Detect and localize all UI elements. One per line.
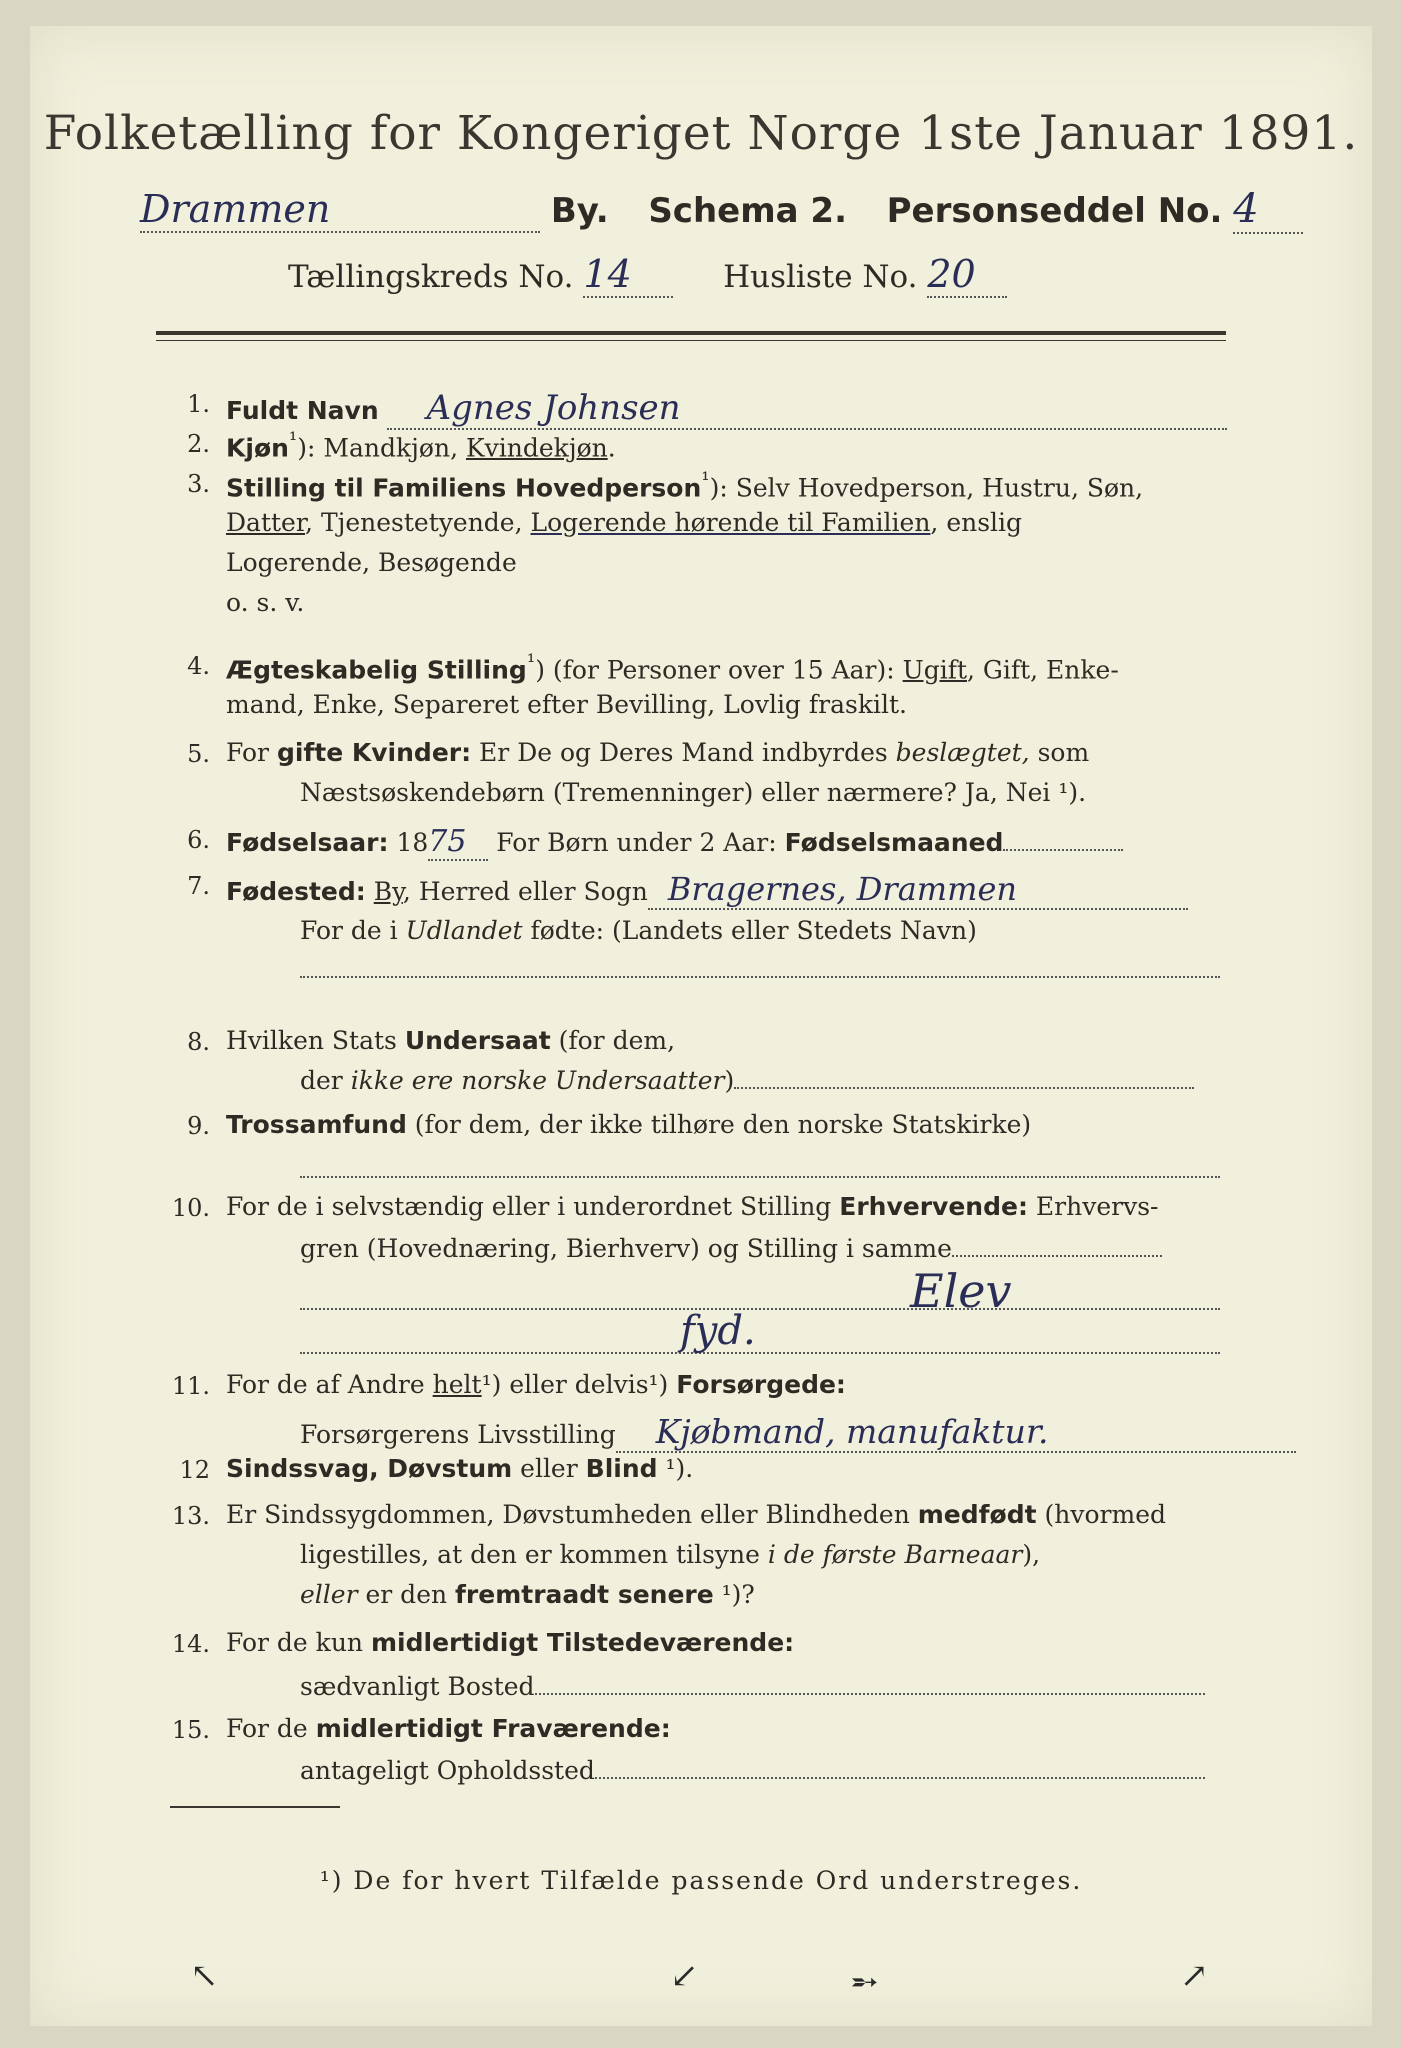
q11-line-2	[300, 1412, 1296, 1453]
header-line-2	[288, 252, 1007, 298]
q10-answer-fyd: fyd.	[680, 1308, 756, 1354]
corner-mark-left: ↖	[190, 1956, 219, 1996]
q7-italic: Udlandet	[405, 916, 523, 945]
q11-option-helt: helt	[432, 1370, 482, 1399]
q6-label-2: Fødselsmaaned	[784, 828, 1004, 857]
q11-line-2-text: Forsørgerens Livsstilling	[300, 1420, 616, 1449]
q10-label: Erhvervende:	[839, 1192, 1028, 1221]
q10-dotted-line-3	[300, 1352, 1220, 1354]
q3-sup: ¹	[701, 468, 710, 492]
q14-line-2-text: sædvanligt Bosted	[300, 1672, 535, 1701]
q4-line-1	[226, 650, 1119, 684]
header-rule-thick	[156, 331, 1226, 335]
q13-italic-eller: eller	[300, 1580, 358, 1609]
q4-option-ugift: Ugift	[902, 655, 967, 685]
census-form-sheet	[30, 26, 1372, 2026]
q14-line-2	[300, 1672, 1205, 1701]
q2-sup: ¹	[288, 428, 298, 452]
q8-line-1-b: (for dem,	[550, 1026, 676, 1055]
q6-row	[226, 824, 1123, 861]
q14-line-1	[226, 1628, 794, 1657]
q6-number: 6.	[187, 826, 210, 854]
q15-line-2	[300, 1756, 1205, 1785]
q3-line-2-text-a: , Tjenestetyende,	[305, 508, 531, 537]
q7-line-1-text: , Herred eller Sogn	[402, 877, 648, 906]
q12-row	[226, 1454, 693, 1483]
q7-line-2-a: For de i	[300, 916, 406, 945]
personseddel-label: Personseddel No.	[886, 191, 1223, 231]
q11-line-1	[226, 1370, 846, 1399]
corner-mark-right: ↗	[1180, 1956, 1209, 1996]
q11-line-1-a: For de af Andre	[226, 1370, 433, 1399]
q15-field	[595, 1777, 1205, 1779]
q9-number: 9.	[187, 1112, 210, 1140]
q8-line-2-a: der	[300, 1066, 351, 1095]
q14-label: midlertidigt Tilstedeværende:	[370, 1628, 795, 1657]
q1-answer: Agnes Johnsen	[387, 388, 1227, 430]
q3-number: 3.	[187, 470, 210, 498]
q12-label: Sindssvag, Døvstum	[226, 1454, 513, 1483]
q4-sup: ¹	[526, 650, 536, 674]
q8-label: Undersaat	[404, 1026, 551, 1055]
q13-label-2: fremtraadt senere	[455, 1580, 714, 1609]
header-line-1	[140, 186, 1303, 234]
q6-mid: For Børn under 2 Aar:	[488, 828, 785, 857]
q3-line-1	[226, 468, 1143, 502]
personseddel-number: 4	[1233, 186, 1303, 234]
q3-line-2	[226, 508, 1022, 537]
q8-italic: ikke ere norske Undersaatter	[350, 1066, 725, 1095]
schema-label: Schema 2.	[648, 191, 847, 231]
footnote: ¹) De for hvert Tilfælde passende Ord understreges.	[319, 1866, 1083, 1895]
q1-row	[226, 388, 1227, 430]
header-rule-thin	[156, 340, 1226, 341]
q8-number: 8.	[187, 1028, 210, 1056]
q6-label: Fødselsaar:	[226, 828, 389, 857]
q10-answer-elev: Elev	[910, 1264, 1012, 1318]
q10-line-2-text: gren (Hovednæring, Bierhverv) og Stilling i samme	[300, 1234, 952, 1263]
q13-line-3	[300, 1580, 755, 1609]
q5-line-1-end: som	[1029, 738, 1090, 767]
q1-number: 1.	[187, 390, 210, 418]
husliste-number: 20	[927, 252, 1007, 298]
q8-line-2	[300, 1066, 1194, 1095]
q11-line-1-b: ¹) eller delvis¹)	[481, 1370, 677, 1399]
q9-line-1	[226, 1110, 1031, 1139]
q13-line-2-b: ),	[1022, 1540, 1041, 1569]
q8-line-1	[226, 1026, 675, 1055]
q10-line-1-a: For de i selvstændig eller i underordnet Stilling	[226, 1192, 840, 1221]
q2-option-kvindekjon: Kvindekjøn	[465, 433, 608, 463]
q11-answer: Kjøbmand, manufaktur.	[616, 1412, 1296, 1453]
q2-number: 2.	[187, 430, 210, 458]
q4-line-1-text-b: , Gift, Enke-	[967, 655, 1119, 685]
footnote-rule	[170, 1806, 340, 1808]
q9-dotted-line	[300, 1176, 1220, 1178]
q3-option-datter: Datter	[226, 508, 306, 537]
q15-line-2-text: antageligt Opholdssted	[300, 1756, 595, 1785]
q8-field	[734, 1087, 1194, 1089]
q13-line-3-a: er den	[357, 1580, 456, 1609]
q7-dotted-line	[300, 976, 1220, 978]
q12-mid: eller	[512, 1454, 586, 1483]
q7-number: 7.	[187, 872, 210, 900]
q6-year: 75	[428, 824, 488, 861]
q7-label: Fødested:	[226, 877, 366, 906]
q12-end: ¹).	[657, 1454, 694, 1483]
q13-label: medfødt	[917, 1500, 1037, 1529]
q2-text: ): Mandkjøn,	[297, 433, 466, 463]
q3-line-4: o. s. v.	[226, 588, 305, 617]
q10-line-2	[300, 1234, 1162, 1263]
corner-mark-arrow: ➵	[850, 1962, 879, 2002]
q5-italic: beslægtet,	[895, 738, 1030, 767]
q2-row	[226, 428, 616, 462]
q1-label: Fuldt Navn	[226, 396, 379, 425]
q7-answer: Bragernes, Drammen	[648, 870, 1188, 910]
by-handwritten: Drammen	[140, 187, 540, 233]
q13-line-1-a: Er Sindssygdommen, Døvstumheden eller Blindheden	[226, 1500, 918, 1529]
q5-number: 5.	[187, 740, 210, 768]
q14-line-1-a: For de kun	[226, 1628, 371, 1657]
kreds-number: 14	[583, 252, 673, 298]
q8-line-2-b: )	[724, 1066, 735, 1095]
q10-dotted-line-2	[300, 1308, 1220, 1310]
q12-number: 12	[179, 1456, 210, 1484]
q4-line-2: mand, Enke, Separeret efter Bevilling, Lovlig fraskilt.	[226, 690, 907, 719]
husliste-label: Husliste No.	[723, 259, 918, 295]
q3-line-3: Logerende, Besøgende	[226, 548, 517, 577]
q13-number: 13.	[171, 1502, 210, 1530]
q5-line-1	[226, 738, 1089, 767]
q9-text: (for dem, der ikke tilhøre den norske Statskirke)	[406, 1110, 1032, 1139]
q15-line-1-a: For de	[226, 1714, 316, 1743]
q13-line-2	[300, 1540, 1040, 1569]
q6-printed-century: 18	[388, 828, 429, 857]
q7-line-2-b: fødte: (Landets eller Stedets Navn)	[522, 916, 977, 945]
q2-end: .	[607, 433, 616, 463]
q13-italic: i de første Barneaar	[767, 1540, 1023, 1569]
q8-line-1-a: Hvilken Stats	[226, 1026, 405, 1055]
q14-field	[535, 1693, 1205, 1695]
by-label: By.	[550, 191, 609, 231]
q5-line-1-text: Er De og Deres Mand indbyrdes	[471, 738, 896, 767]
corner-mark-center: ↙	[670, 1956, 699, 1996]
q3-line-1-text: ): Selv Hovedperson, Hustru, Søn,	[709, 473, 1144, 503]
q10-line-1-b: Erhvervs-	[1027, 1192, 1159, 1221]
q2-label: Kjøn	[226, 433, 289, 463]
q10-line-1	[226, 1192, 1158, 1221]
q3-line-2-text-b: , enslig	[930, 508, 1023, 537]
q3-label: Stilling til Familiens Hovedperson	[226, 473, 702, 503]
q11-label: Forsørgede:	[676, 1370, 846, 1399]
q4-number: 4.	[187, 652, 210, 680]
q10-number: 10.	[171, 1194, 210, 1222]
q4-line-1-text-a: ) (for Personer over 15 Aar):	[535, 655, 903, 685]
q15-number: 15.	[171, 1716, 210, 1744]
q5-line-2: Næstsøskendebørn (Tremenninger) eller nærmere? Ja, Nei ¹).	[300, 778, 1087, 807]
q14-number: 14.	[171, 1630, 210, 1658]
q13-line-1	[226, 1500, 1166, 1529]
q9-label: Trossamfund	[226, 1110, 407, 1139]
form-title: Folketælling for Kongeriget Norge 1ste Januar 1891.	[43, 106, 1359, 161]
q13-line-3-b: ¹)?	[713, 1580, 755, 1609]
q10-field-1	[952, 1255, 1162, 1257]
kreds-label: Tællingskreds No.	[288, 259, 574, 295]
q4-label: Ægteskabelig Stilling	[226, 655, 527, 685]
q11-number: 11.	[171, 1372, 210, 1400]
q13-line-1-b: (hvormed	[1036, 1500, 1166, 1529]
q12-label-2: Blind	[585, 1454, 658, 1483]
q7-option-by: By	[373, 877, 403, 906]
q5-label: gifte Kvinder:	[276, 738, 472, 767]
q15-line-1	[226, 1714, 671, 1743]
q3-option-logerende: Logerende hørende til Familien	[530, 508, 931, 537]
q7-line-2	[300, 916, 977, 945]
q13-line-2-a: ligestilles, at den er kommen tilsyne	[300, 1540, 768, 1569]
q5-pre: For	[226, 738, 277, 767]
q15-label: midlertidigt Fraværende:	[315, 1714, 671, 1743]
q6-month-field	[1003, 849, 1123, 851]
q7-line-1	[226, 870, 1188, 910]
